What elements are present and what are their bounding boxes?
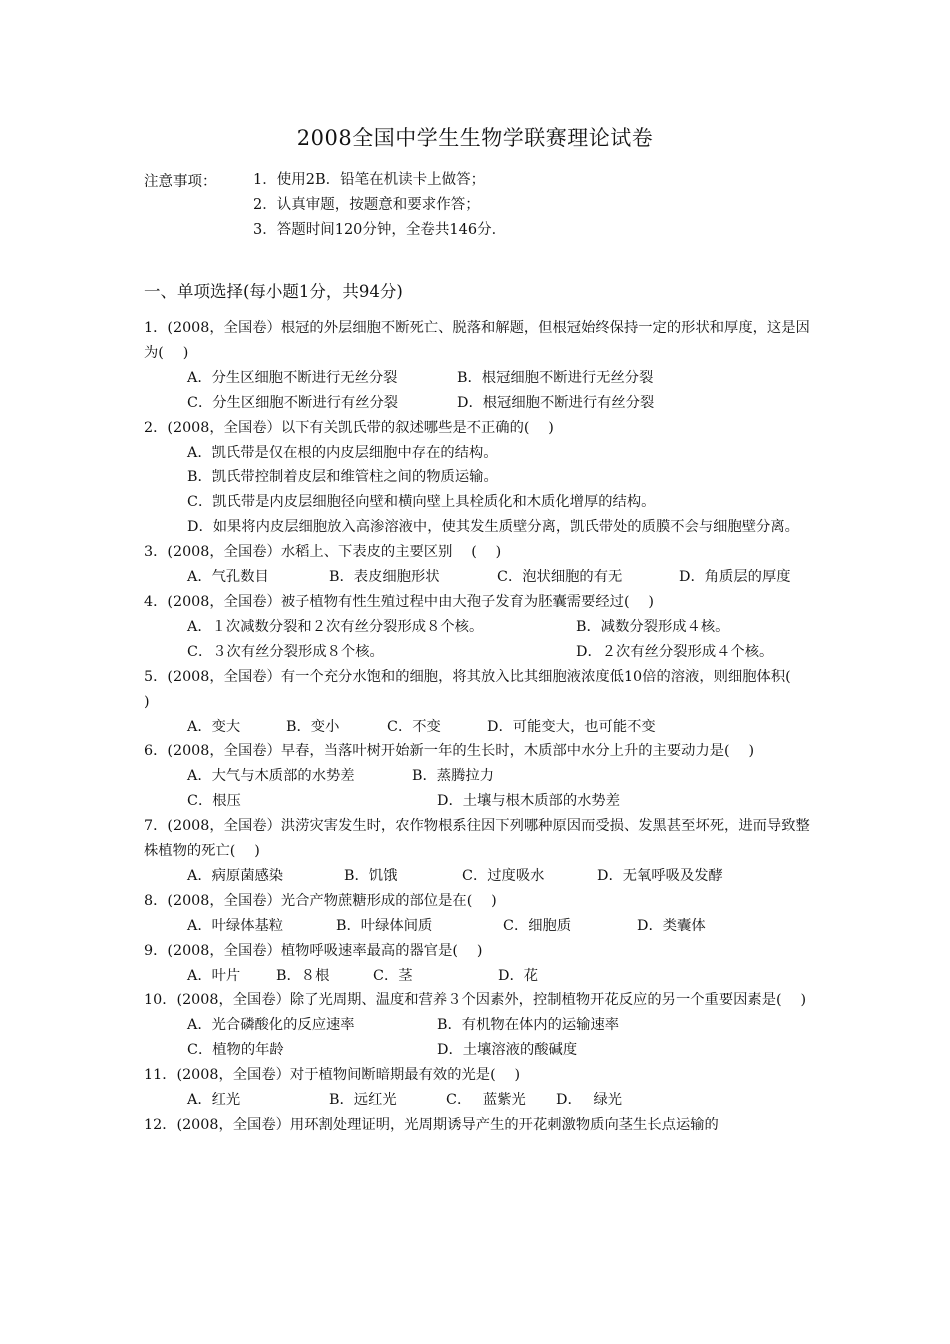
- option-a: A．大气与木质部的水势差: [187, 768, 355, 785]
- option-c: C．凯氏带是内皮层细胞径向壁和横向壁上具栓质化和木质化增厚的结构。: [187, 494, 656, 511]
- option-d: D．２次有丝分裂形成４个核。: [576, 643, 774, 660]
- question-2: 2．(2008，全国卷）以下有关凯氏带的叙述哪些是不正确的( ): [144, 419, 554, 436]
- option-d: D．类囊体: [637, 917, 706, 934]
- option-b: B．表皮细胞形状: [329, 569, 440, 586]
- option-b: B．饥饿: [344, 867, 398, 884]
- option-c: C．细胞质: [503, 917, 572, 934]
- option-b: B．８根: [276, 967, 330, 984]
- option-a: A．分生区细胞不断进行无丝分裂: [187, 369, 398, 386]
- question-8: 8．(2008，全国卷）光合产物蔗糖形成的部位是在( ): [144, 892, 497, 909]
- question-12: 12．(2008，全国卷）用环割处理证明，光周期诱导产生的开花刺激物质向茎生长点运输的: [144, 1117, 719, 1133]
- option-a: A．气孔数目: [187, 569, 269, 586]
- option-b: B．根冠细胞不断进行无丝分裂: [457, 369, 654, 386]
- question-5: 5．(2008，全国卷）有一个充分水饱和的细胞，将其放入比其细胞液浓度低10倍的溶液，则细胞体积( ): [144, 668, 810, 710]
- section-heading: 一、单项选择(每小题1分，共94分): [144, 282, 403, 301]
- option-c: C．不变: [387, 718, 441, 735]
- question-8-options-row: [144, 914, 810, 939]
- notice-label: 注意事项：: [144, 174, 217, 190]
- question-9: 9．(2008，全国卷）植物呼吸速率最高的器官是( ): [144, 942, 483, 959]
- question-10-options-row: [144, 1013, 810, 1038]
- option-d: D．无氧呼吸及发酵: [597, 867, 723, 884]
- option-a: A．凯氏带是仅在根的内皮层细胞中存在的结构。: [187, 444, 498, 461]
- option-d: D．可能变大，也可能不变: [487, 718, 656, 735]
- question-3-options-row: [144, 565, 810, 590]
- question-5-options-row: [144, 715, 810, 740]
- option-d: D．如果将内皮层细胞放入高渗溶液中，使其发生质壁分离，凯氏带处的质膜不会与细胞壁分离。: [187, 519, 799, 536]
- option-c: C．植物的年龄: [187, 1042, 284, 1059]
- option-b: B．减数分裂形成４核。: [576, 618, 730, 635]
- option-c: C．３次有丝分裂形成８个核。: [187, 643, 384, 660]
- option-d: D．土壤溶液的酸碱度: [437, 1042, 578, 1059]
- option-c: C．泡状细胞的有无: [497, 569, 623, 586]
- question-7: 7．(2008，全国卷）洪涝灾害发生时，农作物根系往因下列哪种原因而受损、发黑甚至坏死，进而导致整株植物的死亡( ): [144, 818, 810, 860]
- question-10-options-row: [144, 1038, 810, 1063]
- option-c: C．根压: [187, 793, 241, 810]
- option-c: C．分生区细胞不断进行有丝分裂: [187, 394, 399, 411]
- notice-list: [253, 170, 813, 245]
- question-11-options-row: [144, 1088, 810, 1113]
- option-a: A．变大: [187, 718, 241, 735]
- question-4-options-row: [144, 640, 810, 665]
- question-list: [144, 316, 810, 1138]
- option-d: D． 绿光: [556, 1092, 623, 1109]
- option-c: C． 蓝紫光: [446, 1092, 526, 1109]
- question-1-options-row: [144, 391, 810, 416]
- option-b: B．有机物在体内的运输速率: [437, 1017, 620, 1034]
- option-d: D．土壤与根木质部的水势差: [437, 793, 621, 810]
- option-a: A．叶绿体基粒: [187, 917, 284, 934]
- notice-item: 2．认真审题，按题意和要求作答；: [253, 197, 480, 213]
- option-a: A．１次减数分裂和２次有丝分裂形成８个核。: [187, 618, 484, 635]
- question-1: 1．(2008，全国卷）根冠的外层细胞不断死亡、脱落和解题，但根冠始终保持一定的形状和厚度，这是因为( ): [144, 320, 810, 361]
- question-4-options-row: [144, 615, 810, 640]
- question-3: 3．(2008，全国卷）水稻上、下表皮的主要区别 ( ): [144, 544, 502, 561]
- option-a: A．病原菌感染: [187, 867, 284, 884]
- question-9-options-row: [144, 964, 810, 989]
- option-c: C．过度吸水: [462, 867, 545, 884]
- option-a: A．光合磷酸化的反应速率: [187, 1017, 355, 1034]
- option-b: B．凯氏带控制着皮层和维管柱之间的物质运输。: [187, 469, 498, 486]
- question-1-options-row: [144, 366, 810, 391]
- option-d: D．花: [498, 967, 539, 984]
- option-d: D．根冠细胞不断进行有丝分裂: [457, 394, 655, 411]
- option-b: B．蒸腾拉力: [412, 768, 494, 785]
- option-a: A．红光: [187, 1092, 241, 1109]
- question-6-options-row: [144, 764, 810, 789]
- option-a: A．叶片: [187, 967, 241, 984]
- question-7-options-row: [144, 864, 810, 889]
- question-11: 11．(2008，全国卷）对于植物间断暗期最有效的光是( ): [144, 1067, 521, 1084]
- option-d: D．角质层的厚度: [679, 569, 791, 586]
- question-4: 4．(2008，全国卷）被子植物有性生殖过程中由大孢子发育为胚囊需要经过( ): [144, 593, 654, 610]
- option-b: B．叶绿体间质: [336, 917, 433, 934]
- notice-item: 1．使用2B．铅笔在机读卡上做答；: [253, 172, 486, 188]
- option-c: C．茎: [373, 967, 413, 984]
- question-6: 6．(2008，全国卷）早春，当落叶树开始新一年的生长时，木质部中水分上升的主要动力是( ): [144, 743, 755, 760]
- option-b: B．远红光: [329, 1092, 397, 1109]
- question-10: 10．(2008，全国卷）除了光周期、温度和营养３个因素外，控制植物开花反应的另一个重要因素是( ): [144, 992, 807, 1009]
- question-6-options-row: [144, 789, 810, 814]
- notice-item: 3．答题时间120分钟，全卷共146分．: [253, 222, 507, 238]
- page-title: 2008全国中学生生物学联赛理论试卷: [296, 126, 654, 150]
- option-b: B．变小: [286, 718, 340, 735]
